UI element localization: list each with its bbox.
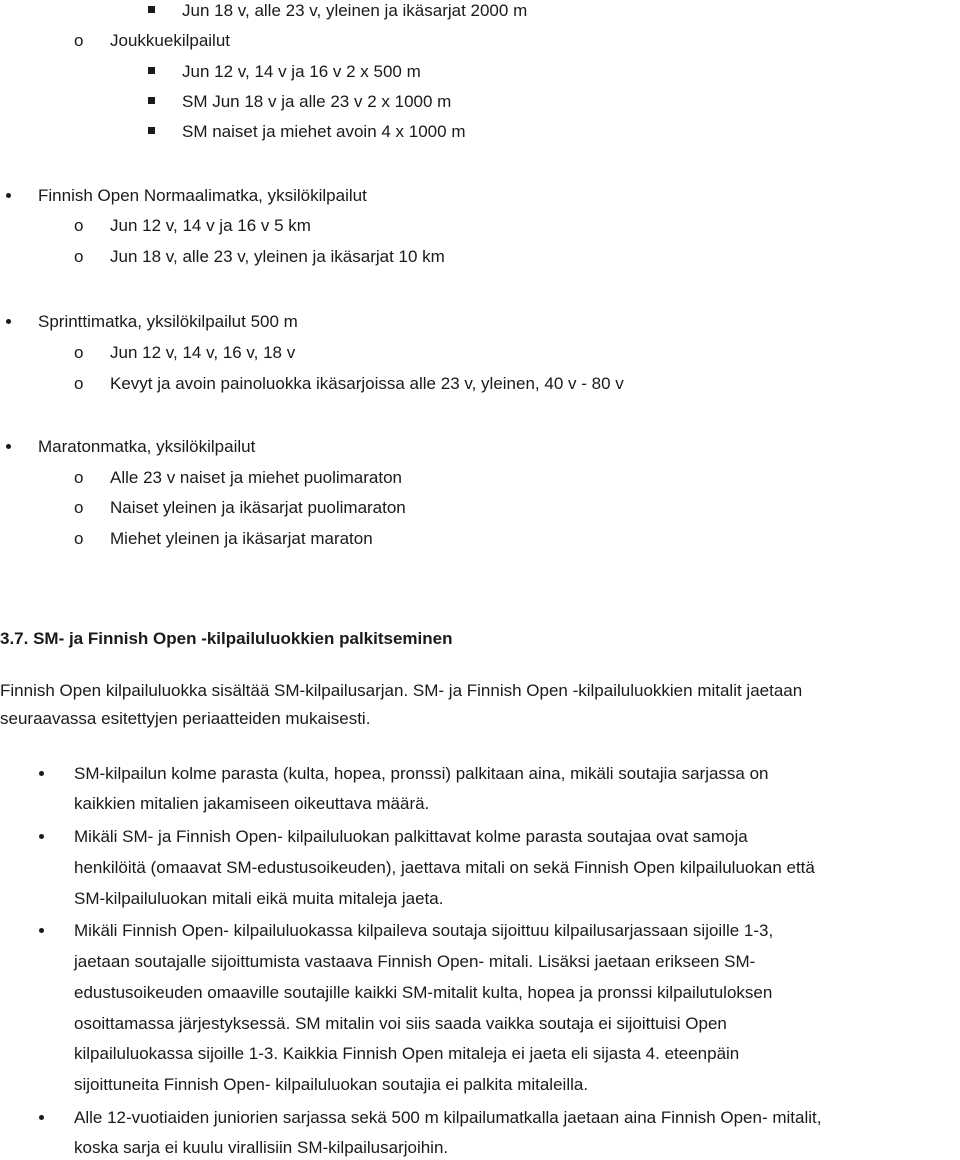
list-item: Kevyt ja avoin painoluokka ikäsarjoissa alle 23 v, yleinen, 40 v - 80 v: [110, 374, 624, 393]
list-item: Finnish Open Normaalimatka, yksilökilpailut: [38, 186, 367, 205]
circle-bullet: o: [74, 343, 84, 362]
paragraph-line: Alle 12-vuotiaiden juniorien sarjassa sekä 500 m kilpailumatkalla jaetaan aina Finnish Open- mitalit,: [74, 1108, 822, 1127]
square-bullet-icon: [148, 67, 155, 74]
circle-bullet: o: [74, 31, 84, 50]
paragraph-line: koska sarja ei kuulu virallisiin SM-kilpailusarjoihin.: [74, 1138, 449, 1157]
bullet-icon: [6, 444, 11, 449]
list-item: Naiset yleinen ja ikäsarjat puolimaraton: [110, 498, 406, 517]
paragraph-line: kilpailuluokassa sijoille 1-3. Kaikkia Finnish Open mitaleja ei jaeta eli sijasta 4. eteenpäin: [74, 1044, 740, 1063]
paragraph-line: seuraavassa esitettyjen periaatteiden mukaisesti.: [0, 709, 371, 728]
paragraph-line: SM-kilpailun kolme parasta (kulta, hopea, pronssi) palkitaan aina, mikäli soutajia sarjassa on: [74, 764, 769, 783]
paragraph-line: jaetaan soutajalle sijoittumista vastaava Finnish Open- mitali. Lisäksi jaetaan erikseen SM-: [74, 952, 756, 971]
list-item: Miehet yleinen ja ikäsarjat maraton: [110, 529, 373, 548]
circle-bullet: o: [74, 374, 84, 393]
paragraph-line: Finnish Open kilpailuluokka sisältää SM-kilpailusarjan. SM- ja Finnish Open -kilpailuluokkien mitalit jaetaan: [0, 681, 803, 700]
bullet-icon: [39, 834, 44, 839]
list-item: Joukkuekilpailut: [110, 31, 231, 50]
circle-bullet: o: [74, 468, 84, 487]
paragraph-line: osoittamassa järjestyksessä. SM mitalin voi siis saada vaikka soutaja ei sijoittuisi Open: [74, 1014, 727, 1033]
list-item: Jun 18 v, alle 23 v, yleinen ja ikäsarjat 10 km: [110, 247, 445, 266]
bullet-icon: [6, 193, 11, 198]
circle-bullet: o: [74, 247, 84, 266]
list-item: Jun 18 v, alle 23 v, yleinen ja ikäsarjat 2000 m: [182, 1, 528, 20]
bullet-icon: [39, 771, 44, 776]
list-item: Jun 12 v, 14 v ja 16 v 5 km: [110, 216, 311, 235]
list-item: Jun 12 v, 14 v, 16 v, 18 v: [110, 343, 296, 362]
paragraph-line: edustusoikeuden omaaville soutajille kaikki SM-mitalit kulta, hopea ja pronssi kilpailutuloksen: [74, 983, 773, 1002]
bullet-icon: [39, 1115, 44, 1120]
bullet-icon: [39, 928, 44, 933]
bullet-icon: [6, 319, 11, 324]
square-bullet-icon: [148, 6, 155, 13]
circle-bullet: o: [74, 529, 84, 548]
list-item: SM naiset ja miehet avoin 4 x 1000 m: [182, 122, 466, 141]
list-item: Maratonmatka, yksilökilpailut: [38, 437, 256, 456]
square-bullet-icon: [148, 127, 155, 134]
circle-bullet: o: [74, 216, 84, 235]
circle-bullet: o: [74, 498, 84, 517]
list-item: SM Jun 18 v ja alle 23 v 2 x 1000 m: [182, 92, 452, 111]
paragraph-line: sijoittuneita Finnish Open- kilpailuluokan soutajia ei palkita mitaleilla.: [74, 1075, 589, 1094]
list-item: Jun 12 v, 14 v ja 16 v 2 x 500 m: [182, 62, 421, 81]
square-bullet-icon: [148, 97, 155, 104]
paragraph-line: SM-kilpailuluokan mitali eikä muita mitaleja jaeta.: [74, 889, 444, 908]
list-item: Alle 23 v naiset ja miehet puolimaraton: [110, 468, 402, 487]
paragraph-line: henkilöitä (omaavat SM-edustusoikeuden), jaettava mitali on sekä Finnish Open kilpailuluokan että: [74, 858, 815, 877]
section-heading: 3.7. SM- ja Finnish Open -kilpailuluokkien palkitseminen: [0, 629, 453, 648]
paragraph-line: kaikkien mitalien jakamiseen oikeuttava määrä.: [74, 794, 430, 813]
list-item: Sprinttimatka, yksilökilpailut 500 m: [38, 312, 298, 331]
paragraph-line: Mikäli Finnish Open- kilpailuluokassa kilpaileva soutaja sijoittuu kilpailusarjassaan sijoille 1-3,: [74, 921, 774, 940]
paragraph-line: Mikäli SM- ja Finnish Open- kilpailuluokan palkittavat kolme parasta soutajaa ovat samoja: [74, 827, 748, 846]
